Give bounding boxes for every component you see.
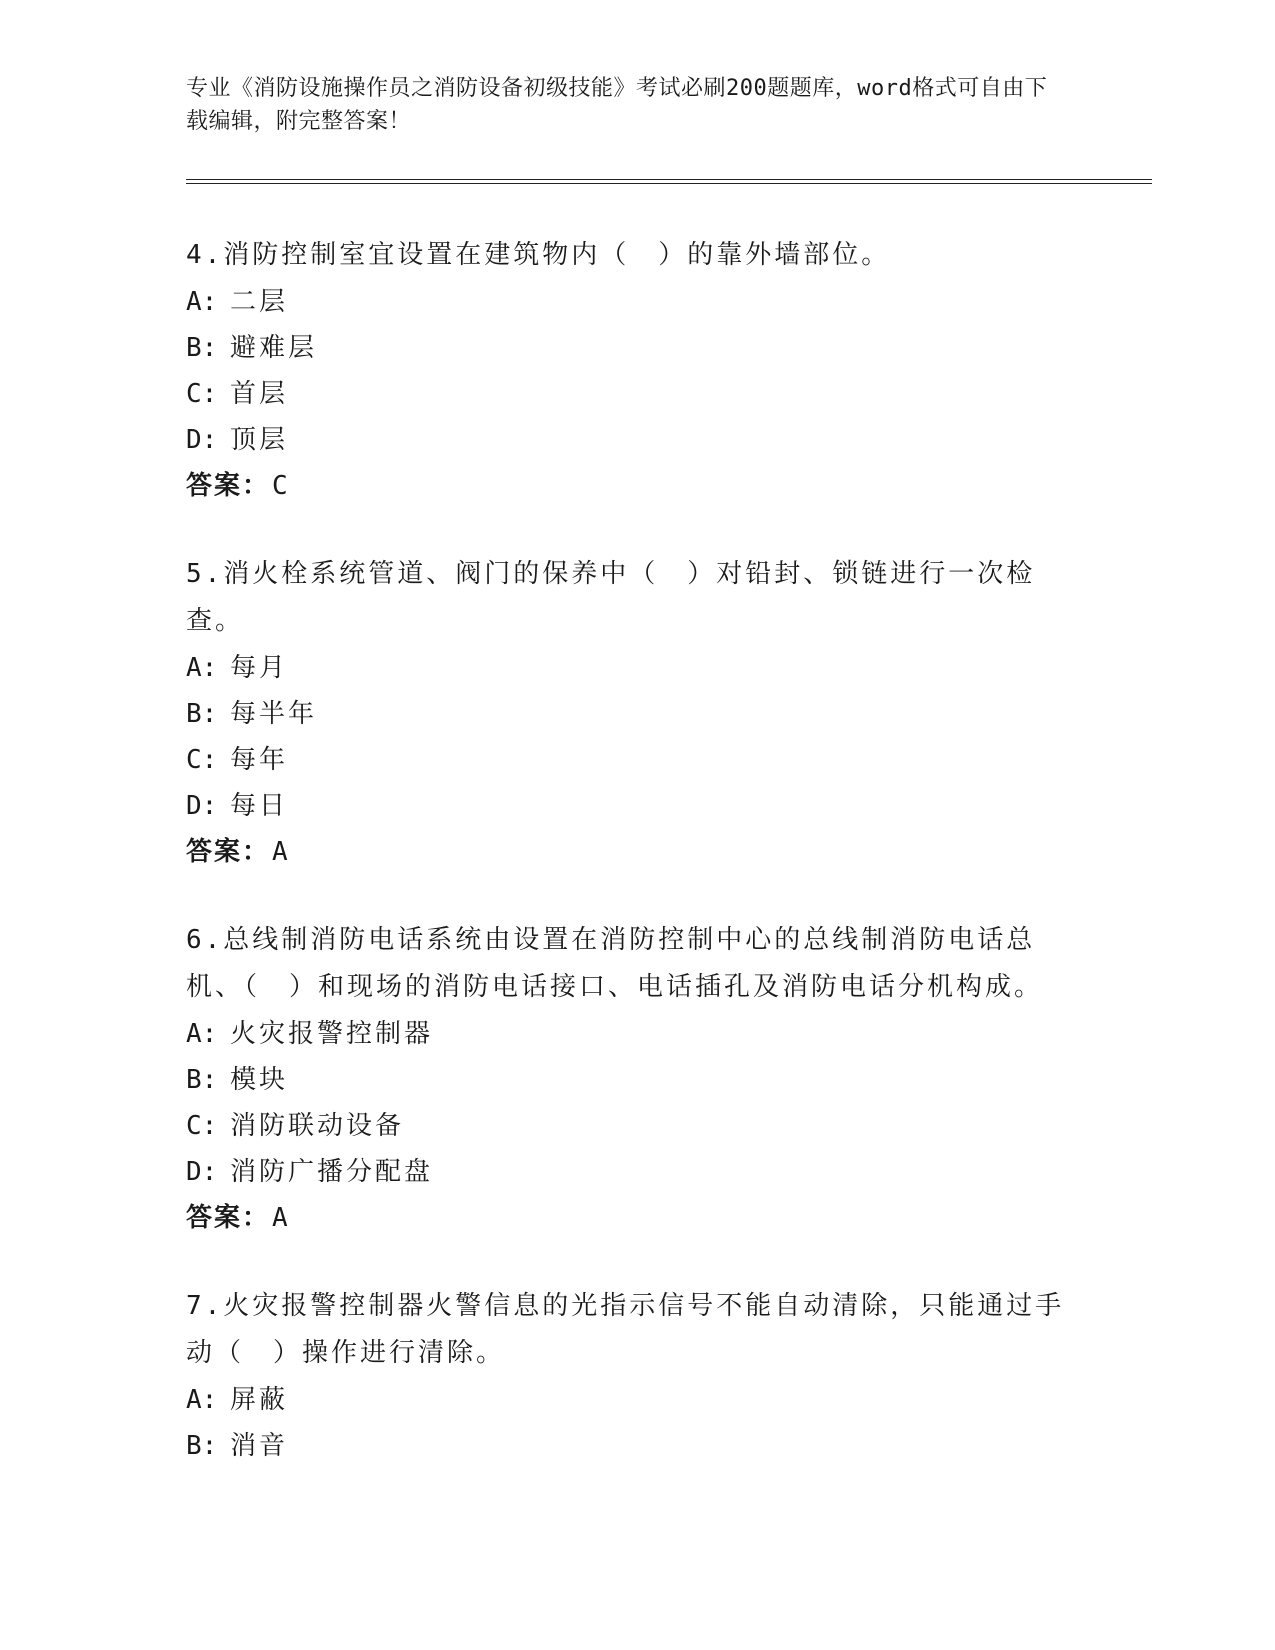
option-text: 顶层: [230, 425, 289, 455]
option-a: [186, 279, 1066, 325]
question-text: 4.消防控制室宜设置在建筑物内（ ）的靠外墙部位。: [186, 240, 891, 270]
option-text: 避难层: [230, 333, 318, 363]
option-text: 火灾报警控制器: [230, 1019, 434, 1049]
option-letter: B:: [186, 1065, 218, 1095]
question-4: [186, 232, 1066, 509]
option-text: 每日: [230, 791, 289, 821]
option-b: [186, 1057, 1066, 1103]
answer-label: 答案：: [186, 471, 271, 501]
option-letter: B:: [186, 699, 218, 729]
option-text: 模块: [230, 1065, 289, 1095]
question-list: [186, 232, 1066, 1511]
option-letter: A:: [186, 1385, 218, 1415]
question-7: [186, 1283, 1066, 1469]
option-d: [186, 1149, 1066, 1195]
question-6: [186, 917, 1066, 1241]
option-a: [186, 1377, 1066, 1423]
question-text: 7.火灾报警控制器火警信息的光指示信号不能自动清除，只能通过手动（ ）操作进行清除。: [186, 1291, 1065, 1368]
option-letter: A:: [186, 653, 218, 683]
option-text: 二层: [230, 287, 289, 317]
question-text: 6.总线制消防电话系统由设置在消防控制中心的总线制消防电话总机、（ ）和现场的消防电话接口、电话插孔及消防电话分机构成。: [186, 925, 1044, 1002]
option-a: [186, 645, 1066, 691]
answer-label: 答案：: [186, 837, 271, 867]
option-a: [186, 1011, 1066, 1057]
option-letter: C:: [186, 1111, 218, 1141]
option-letter: C:: [186, 379, 218, 409]
answer-value: C: [272, 471, 290, 501]
option-letter: C:: [186, 745, 218, 775]
option-letter: D:: [186, 1157, 218, 1187]
option-c: [186, 737, 1066, 783]
header-rule-top: [186, 179, 1152, 180]
option-b: [186, 1423, 1066, 1469]
option-text: 每半年: [230, 699, 318, 729]
option-letter: D:: [186, 425, 218, 455]
option-d: [186, 417, 1066, 463]
option-text: 消防广播分配盘: [230, 1157, 434, 1187]
option-b: [186, 691, 1066, 737]
option-text: 首层: [230, 379, 289, 409]
option-c: [186, 371, 1066, 417]
question-5: [186, 551, 1066, 875]
option-text: 每月: [230, 653, 289, 683]
answer-value: A: [272, 1203, 290, 1233]
option-text: 消音: [230, 1431, 289, 1461]
option-letter: A:: [186, 1019, 218, 1049]
answer-line: [186, 1195, 1066, 1241]
option-text: 消防联动设备: [230, 1111, 405, 1141]
answer-label: 答案：: [186, 1203, 271, 1233]
question-text: 5.消火栓系统管道、阀门的保养中（ ）对铅封、锁链进行一次检查。: [186, 559, 1036, 636]
answer-line: [186, 829, 1066, 875]
option-c: [186, 1103, 1066, 1149]
option-letter: A:: [186, 287, 218, 317]
header-rule-bottom: [186, 183, 1152, 184]
option-letter: B:: [186, 333, 218, 363]
answer-value: A: [272, 837, 290, 867]
option-d: [186, 783, 1066, 829]
option-letter: B:: [186, 1431, 218, 1461]
document-header: 专业《消防设施操作员之消防设备初级技能》考试必刷200题题库，word格式可自由下载编辑，附完整答案！: [186, 76, 1048, 134]
option-letter: D:: [186, 791, 218, 821]
answer-line: [186, 463, 1066, 509]
option-text: 屏蔽: [230, 1385, 289, 1415]
option-text: 每年: [230, 745, 289, 775]
option-b: [186, 325, 1066, 371]
